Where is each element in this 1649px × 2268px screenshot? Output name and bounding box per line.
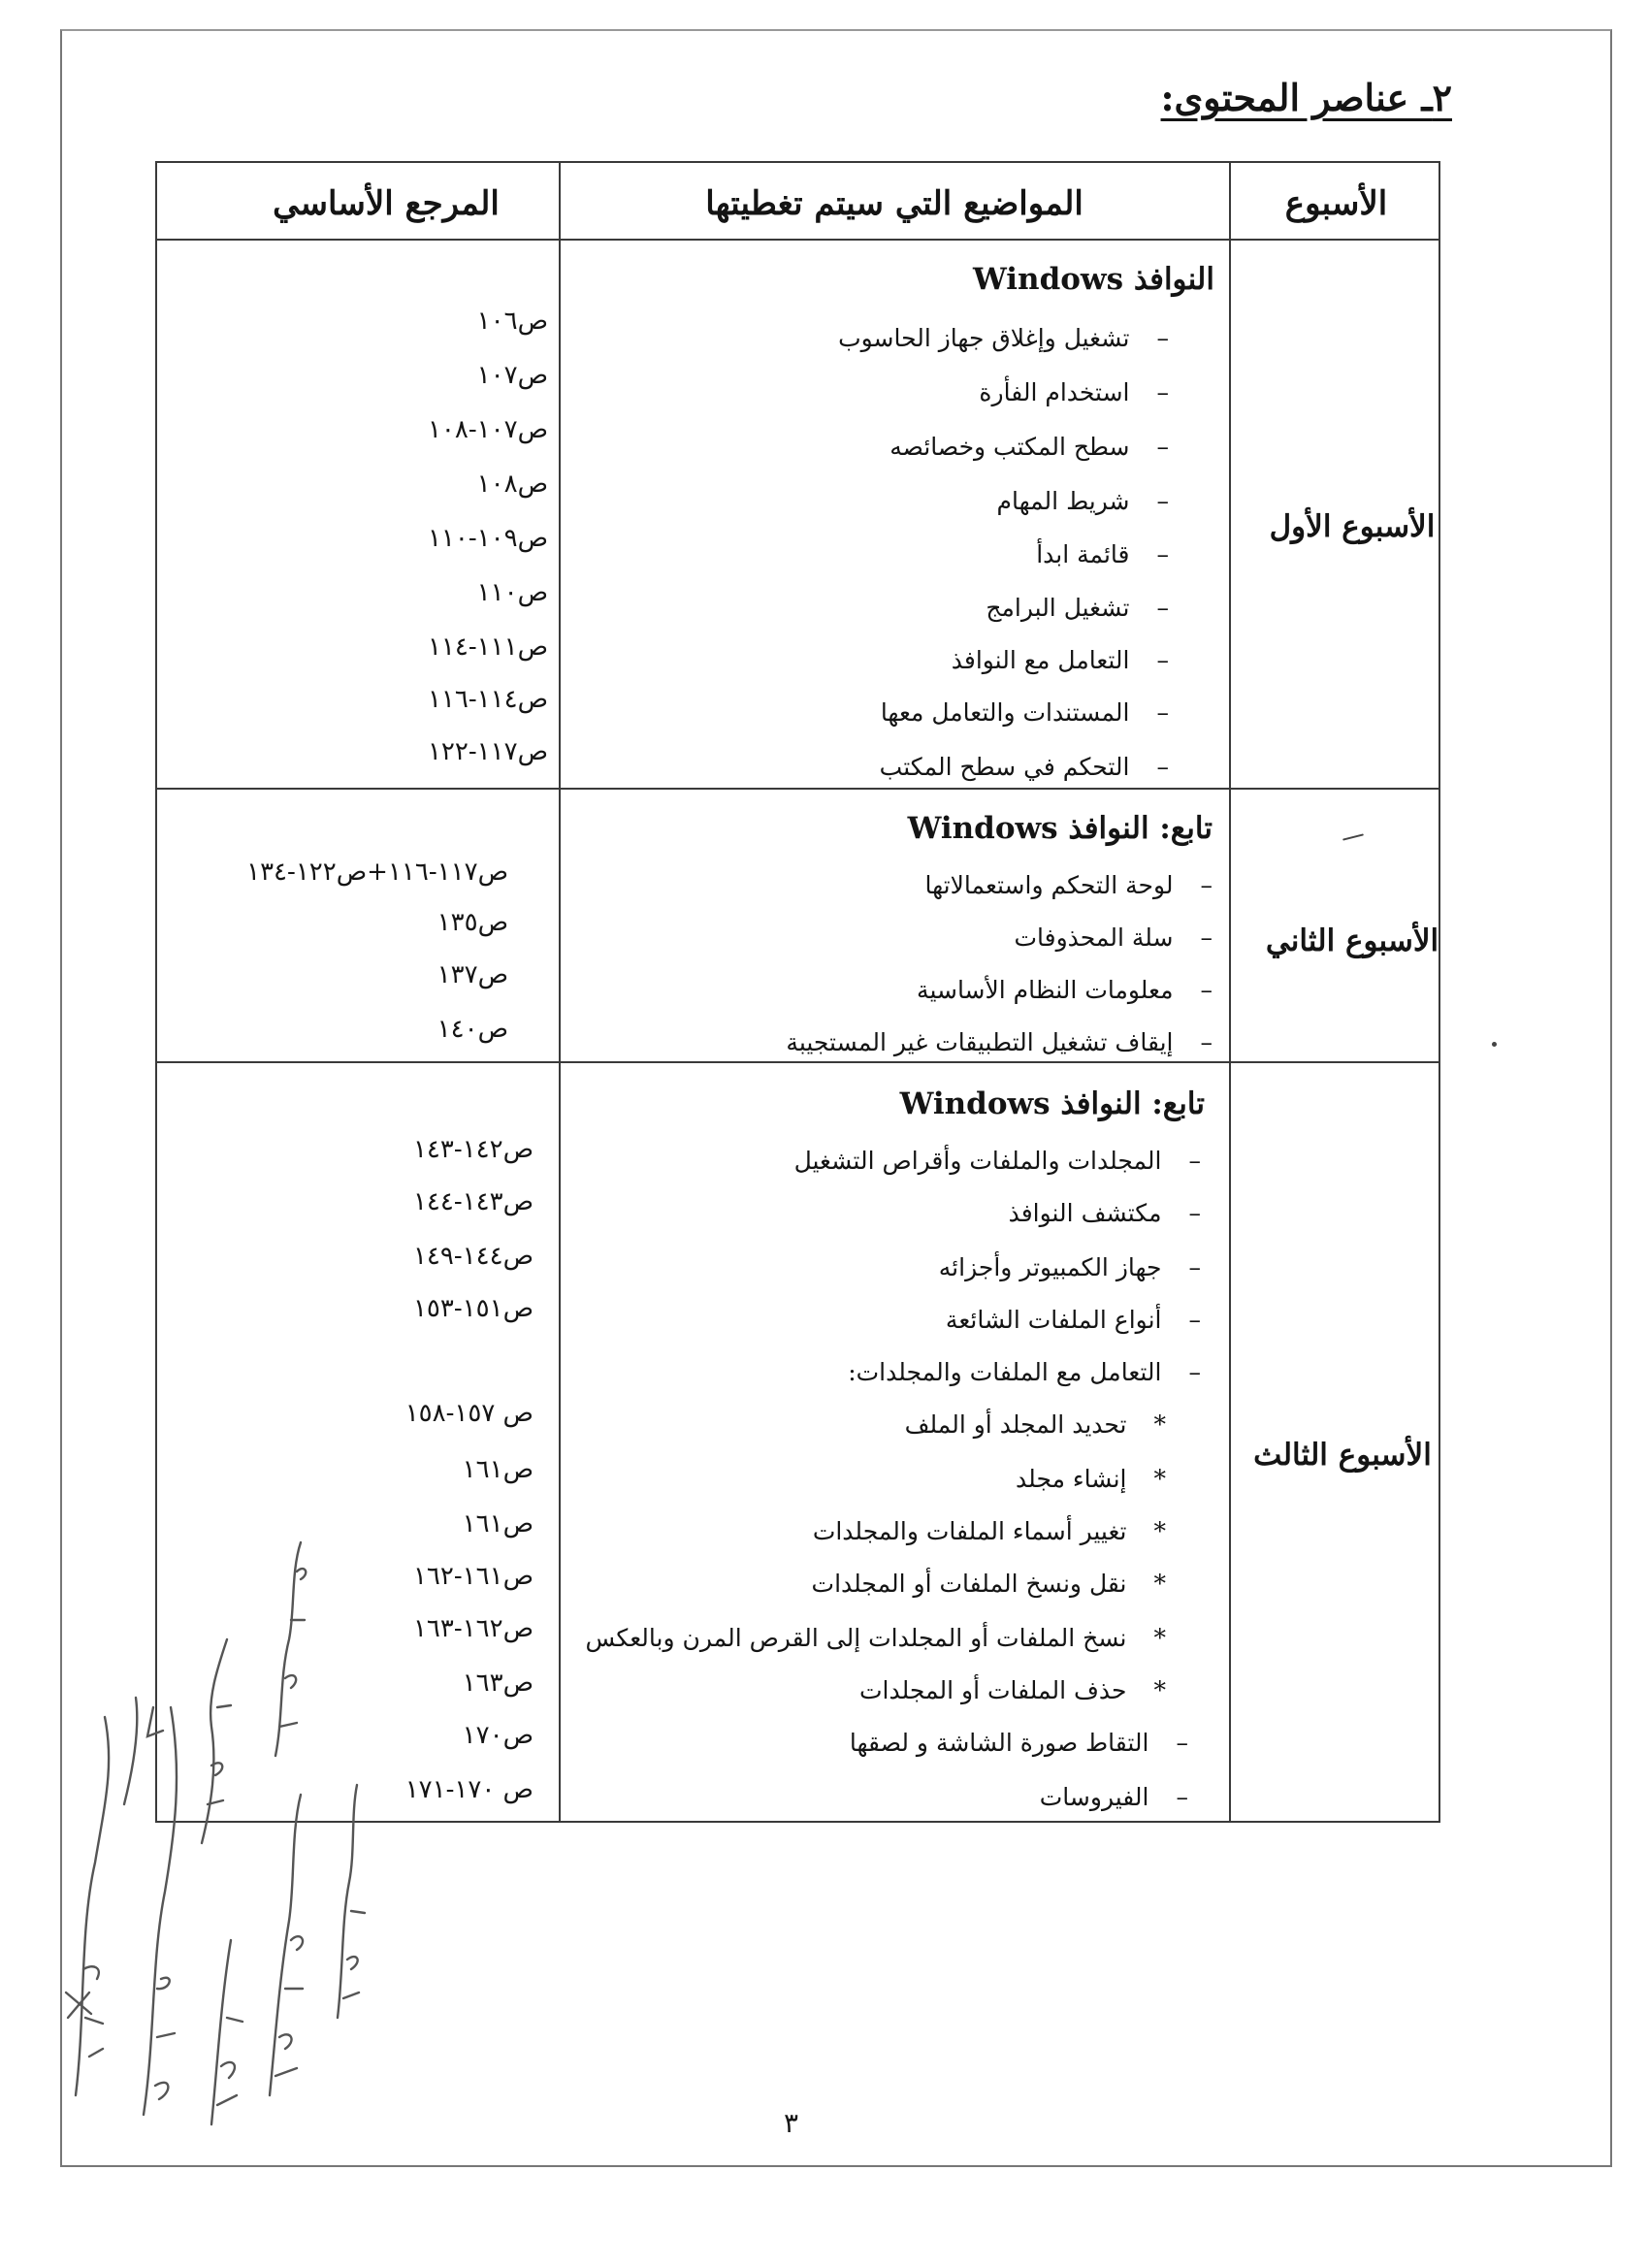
week-1-topic: –سطح المكتب وخصائصه (889, 433, 1169, 461)
week-3-subtopic: *إنشاء مجلد (1016, 1465, 1166, 1493)
week-2-title: تابع: النوافذ Windows (907, 811, 1212, 846)
week-2-topic: –لوحة التحكم واستعمالاتها (924, 871, 1212, 899)
section-heading: ٢ـ عناصر المحتوى: (1160, 76, 1452, 119)
week-1-topic: –استخدام الفأرة (979, 378, 1169, 406)
week-3-reference: ص١٦٣ (462, 1669, 534, 1698)
week-1-topic: –تشغيل وإغلاق جهاز الحاسوب (838, 324, 1169, 352)
week-1-topic: –التعامل مع النوافذ (951, 646, 1169, 674)
week-1-reference: ص١٠٩-١١٠ (427, 524, 548, 553)
week-3-reference: ص ١٥٧-١٥٨ (404, 1399, 534, 1428)
week-1-reference: ص١٠٧-١٠٨ (427, 415, 548, 444)
week-3-subtopic: *نقل ونسخ الملفات أو المجلدات (811, 1570, 1166, 1598)
week-3-reference: ص١٦١ (462, 1455, 534, 1484)
week-2-reference: ص١٣٥ (436, 908, 508, 937)
page-number: ٣ (784, 2107, 799, 2139)
week-3-reference: ص١٤٢-١٤٣ (412, 1135, 534, 1164)
week-1-topic: –قائمة ابدأ (1036, 540, 1169, 568)
week-3-reference: ص١٦٢-١٦٣ (412, 1614, 534, 1643)
col-divider-week (1229, 163, 1231, 1821)
week-1-topic: –التحكم في سطح المكتب (879, 753, 1169, 781)
week-2-reference: ص١١٧-١١٦+ص١٢٢-١٣٤ (246, 858, 508, 887)
week-3-reference: ص١٤٣-١٤٤ (412, 1187, 534, 1216)
row-divider-1 (157, 788, 1439, 790)
week-3-reference: ص١٧٠ (462, 1721, 534, 1750)
week-2-label: الأسبوع الثاني (1265, 923, 1439, 958)
week-1-reference: ص١١٤-١١٦ (427, 685, 548, 714)
week-1-reference: ص١١٧-١٢٢ (427, 737, 548, 766)
week-1-reference: ص١٠٦ (476, 307, 548, 336)
week-2-topic: –معلومات النظام الأساسية (917, 976, 1212, 1004)
week-3-topic: –الفيروسات (1039, 1783, 1188, 1811)
week-1-reference: ص١١١-١١٤ (427, 632, 548, 662)
week-3-topic: –أنواع الملفات الشائعة (945, 1306, 1201, 1334)
week-1-reference: ص١٠٨ (476, 470, 548, 499)
week-1-reference: ص١١٠ (476, 578, 548, 607)
week-1-topic: –تشغيل البرامج (986, 594, 1169, 622)
col-divider-reference (559, 163, 561, 1821)
header-week: الأسبوع (1284, 184, 1388, 223)
week-3-subtopic: *نسخ الملفات أو المجلدات إلى القرص المرن وبالعكس (585, 1624, 1166, 1652)
week-3-topic: –جهاز الكمبيوتر وأجزائه (938, 1253, 1201, 1281)
scan-speck (1492, 1042, 1497, 1047)
week-1-title: النوافذ Windows (972, 262, 1214, 297)
week-3-title: تابع: النوافذ Windows (899, 1086, 1205, 1121)
week-3-subtopic: *تحديد المجلد أو الملف (904, 1410, 1166, 1439)
week-3-reference: ص١٦١-١٦٢ (412, 1562, 534, 1591)
week-1-label: الأسبوع الأول (1269, 509, 1436, 544)
header-divider (157, 239, 1439, 241)
week-3-subtopic: *تغيير أسماء الملفات والمجلدات (812, 1517, 1166, 1545)
week-2-topic: –إيقاف تشغيل التطبيقات غير المستجيبة (786, 1028, 1212, 1056)
week-1-topic: –المستندات والتعامل معها (880, 698, 1169, 727)
week-2-reference: ص١٣٧ (436, 960, 508, 989)
week-2-reference: ص١٤٠ (436, 1015, 508, 1044)
week-2-topic: –سلة المحذوفات (1014, 923, 1212, 952)
row-divider-2 (157, 1061, 1439, 1063)
week-3-topic: –التعامل مع الملفات والمجلدات: (848, 1358, 1201, 1386)
week-3-reference: ص١٤٤-١٤٩ (412, 1242, 534, 1271)
header-topics: المواضيع التي سيتم تغطيتها (705, 184, 1083, 223)
week-3-subtopic: *حذف الملفات أو المجلدات (859, 1676, 1166, 1704)
week-3-topic: –مكتشف النوافذ (1008, 1199, 1201, 1227)
week-3-reference: ص ١٧٠-١٧١ (404, 1775, 534, 1804)
week-3-topic: –التقاط صورة الشاشة و لصقها (849, 1729, 1188, 1757)
week-3-reference: ص١٦١ (462, 1509, 534, 1539)
week-3-topic: –المجلدات والملفات وأقراص التشغيل (793, 1147, 1201, 1175)
week-3-reference: ص١٥١-١٥٣ (412, 1294, 534, 1323)
week-1-reference: ص١٠٧ (476, 361, 548, 390)
week-3-label: الأسبوع الثالث (1253, 1438, 1432, 1473)
handwritten-notes (47, 1513, 454, 2134)
header-reference: المرجع الأساسي (273, 184, 500, 223)
week-1-topic: –شريط المهام (996, 487, 1169, 515)
